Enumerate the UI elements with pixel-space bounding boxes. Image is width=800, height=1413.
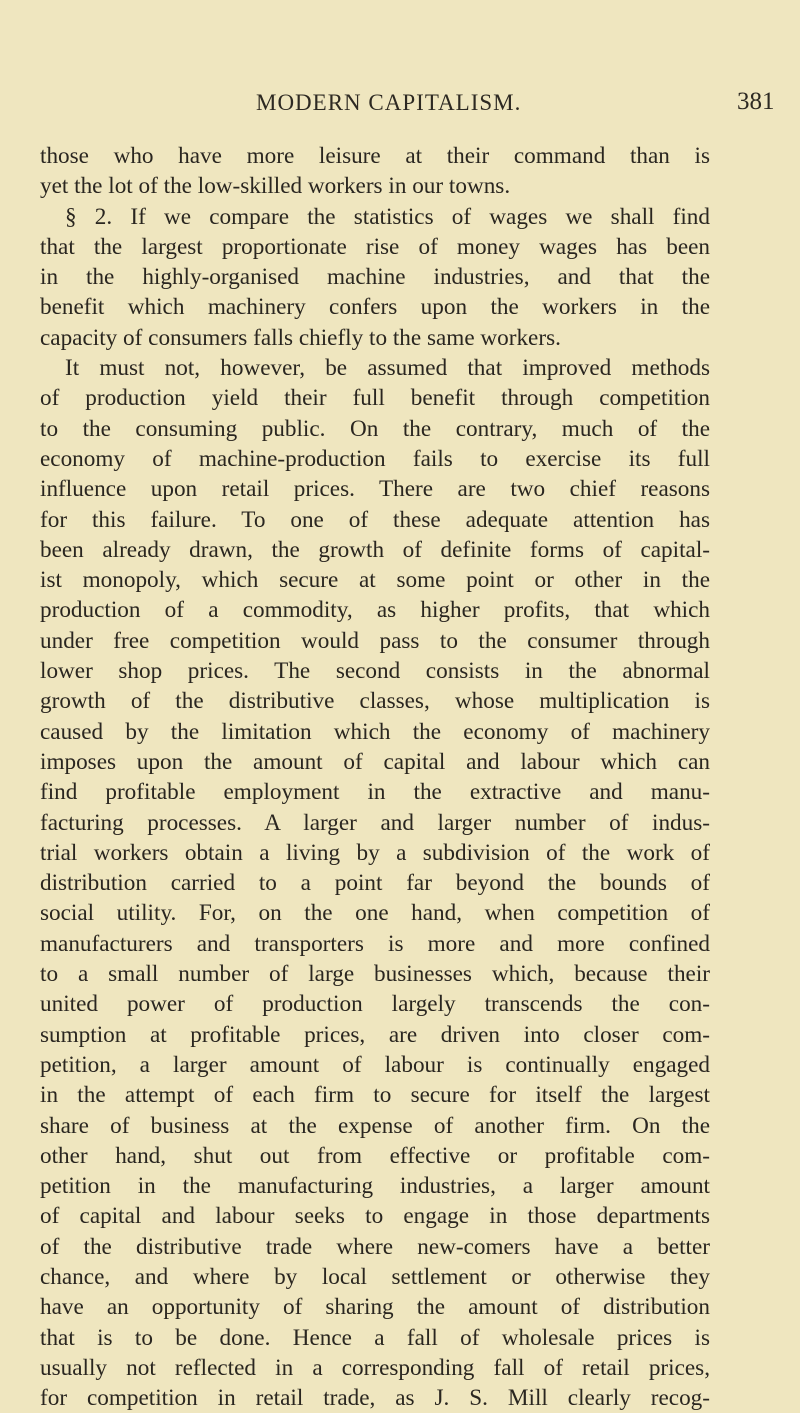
text-line: distribution carried to a point far beyond the bounds of	[40, 870, 710, 897]
text-line: yet the lot of the low-skilled workers in our towns.	[40, 173, 511, 200]
text-line: of capital and labour seeks to engage in those departments	[40, 1203, 710, 1230]
text-line: of production yield their full benefit through competition	[40, 385, 710, 412]
text-line: other hand, shut out from effective or profitable com-	[40, 1142, 710, 1169]
text-line: manufacturers and transporters is more and more confined	[40, 930, 710, 957]
text-line: lower shop prices. The second consists in the abnormal	[40, 658, 710, 685]
text-line: for competition in retail trade, as J. S. Mill clearly recog-	[40, 1385, 710, 1412]
text-line: petition, a larger amount of labour is continually engaged	[40, 1051, 710, 1078]
text-line: for this failure. To one of these adequate attention has	[40, 506, 710, 533]
text-line: capacity of consumers falls chiefly to the same workers.	[40, 324, 561, 351]
text-line: in the attempt of each firm to secure for itself the largest	[40, 1082, 710, 1109]
text-line: trial workers obtain a living by a subdivision of the work of	[40, 839, 710, 866]
text-line: that is to be done. Hence a fall of wholesale prices is	[40, 1324, 710, 1351]
text-line: benefit which machinery confers upon the workers in the	[40, 294, 710, 321]
text-line: those who have more leisure at their command than is	[40, 143, 710, 169]
text-line: influence upon retail prices. There are two chief reasons	[40, 476, 710, 503]
text-line: growth of the distributive classes, whose multiplication is	[40, 688, 710, 715]
text-line: ist monopoly, which secure at some point or other in the	[40, 567, 710, 594]
text-line: imposes upon the amount of capital and labour which can	[40, 748, 710, 775]
text-line: share of business at the expense of another firm. On the	[40, 1112, 710, 1139]
text-line: facturing processes. A larger and larger number of indus-	[40, 809, 710, 836]
text-line: in the highly-organised machine industries, and that the	[40, 264, 710, 291]
text-line: have an opportunity of sharing the amount of distribution	[40, 1294, 710, 1321]
text-line: It must not, however, be assumed that improved methods	[65, 355, 710, 382]
body-text	[40, 141, 710, 1413]
text-line: petition in the manufacturing industries, a larger amount	[40, 1173, 710, 1200]
text-line: social utility. For, on the one hand, when competition of	[40, 900, 710, 927]
page-number: 381	[737, 88, 775, 115]
text-line: production of a commodity, as higher profits, that which	[40, 597, 710, 624]
text-line: sumption at profitable prices, are driven into closer com-	[40, 1021, 710, 1048]
text-line: united power of production largely transcends the con-	[40, 991, 710, 1018]
text-line: economy of machine-production fails to exercise its full	[40, 445, 710, 472]
text-line: to the consuming public. On the contrary, much of the	[40, 415, 710, 442]
text-line: § 2. If we compare the statistics of wages we shall find	[65, 203, 710, 230]
text-line: of the distributive trade where new-comers have a better	[40, 1233, 710, 1260]
text-line: find profitable employment in the extractive and manu-	[40, 779, 710, 806]
running-head: MODERN CAPITALISM.	[256, 90, 522, 115]
text-line: to a small number of large businesses which, because their	[40, 961, 710, 988]
text-line: caused by the limitation which the economy of machinery	[40, 718, 710, 745]
text-line: been already drawn, the growth of definite forms of capital-	[40, 536, 710, 563]
text-line: that the largest proportionate rise of money wages has been	[40, 233, 710, 260]
text-line: usually not reflected in a corresponding fall of retail prices,	[40, 1354, 710, 1381]
text-line: chance, and where by local settlement or otherwise they	[40, 1263, 710, 1290]
text-line: under free competition would pass to the consumer through	[40, 627, 710, 654]
